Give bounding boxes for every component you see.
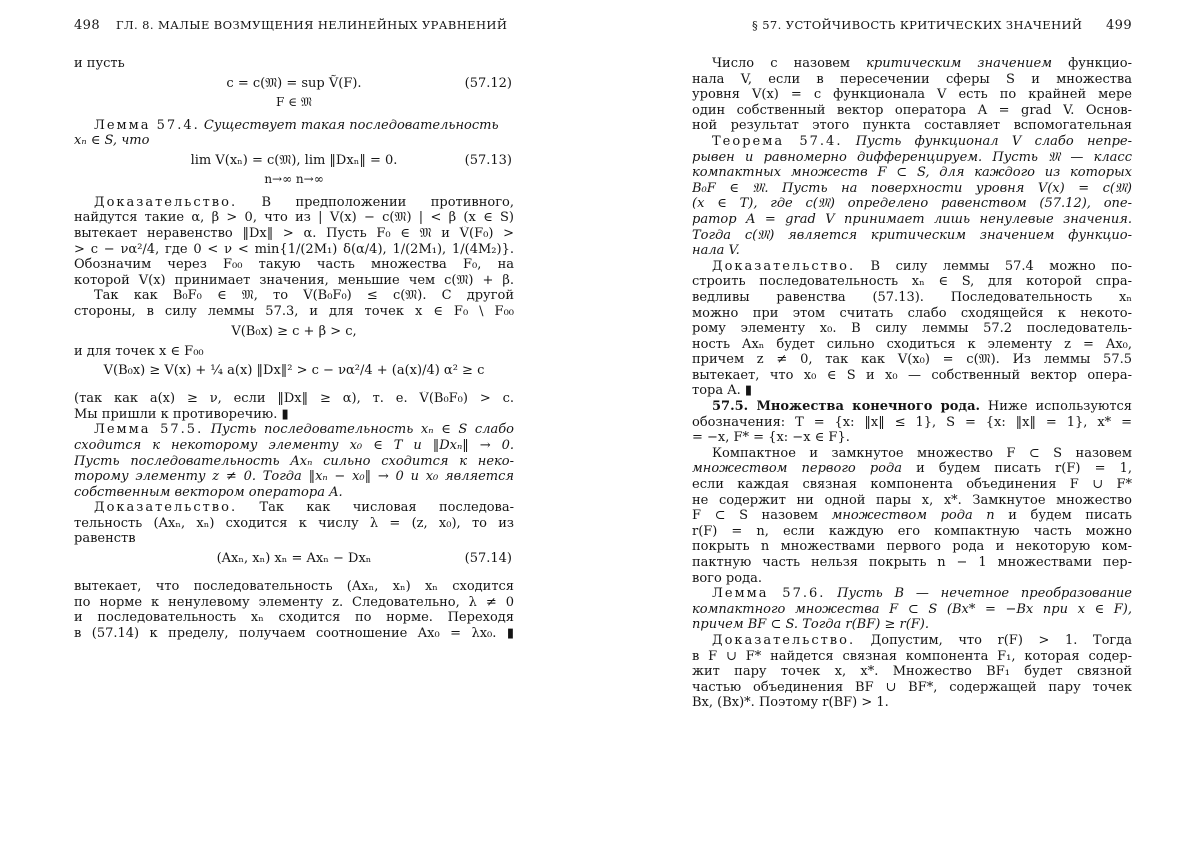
text-line xyxy=(74,422,514,438)
text-line xyxy=(692,649,1132,665)
equation-number: (57.14) xyxy=(464,551,512,567)
text-line xyxy=(692,493,1132,509)
text-line xyxy=(692,430,1132,446)
text-run: Лемма 57.4. xyxy=(94,117,200,133)
right-page-header xyxy=(692,18,1132,40)
text-line xyxy=(692,274,1132,290)
line-text: Обозначим через F₀₀ такую часть множества F₀, на xyxy=(74,257,514,273)
text-run: и будем писать xyxy=(994,508,1132,524)
text-line xyxy=(692,508,1132,524)
text-run: Теорема 57.4. xyxy=(712,133,843,149)
text-run: Так как числовая последова- xyxy=(237,500,514,516)
line-text: тора A. ▮ xyxy=(692,383,753,399)
text-run: критическим значением xyxy=(866,56,1053,71)
line-text: жит пару точек x, x*. Множество BF₁ будет связной xyxy=(692,664,1132,680)
left-page-header xyxy=(74,18,514,40)
left-page xyxy=(74,0,514,848)
line-text: можно при этом считать слабо сходящейся к некото- xyxy=(692,305,1132,321)
text-line xyxy=(74,407,514,423)
text-run: Лемма 57.5. xyxy=(94,422,204,438)
equation-body: V(B₀x) ≥ c + β > c, xyxy=(231,323,357,339)
right-page-body xyxy=(692,56,1132,711)
text-line xyxy=(74,133,514,149)
right-page-number: 499 xyxy=(1105,18,1132,33)
text-line xyxy=(74,226,514,242)
line-text: частью объединения BF ∪ BF*, содержащей пару точек xyxy=(692,679,1132,695)
text-line xyxy=(692,212,1132,228)
text-run: множеством первого рода xyxy=(692,461,902,477)
line-text: вытекает неравенство ‖Dx‖ > α. Пусть F₀ ∈ 𝔐 и Ṽ(F₀) > xyxy=(74,225,514,241)
text-line xyxy=(692,337,1132,353)
line-text: и для точек x ∈ F₀₀ xyxy=(74,343,204,359)
text-line xyxy=(692,477,1132,493)
left-running-title: ГЛ. 8. МАЛЫЕ ВОЗМУЩЕНИЯ НЕЛИНЕЙНЫХ УРАВНЕНИЙ xyxy=(116,18,508,32)
line-text: собственным вектором оператора A. xyxy=(74,484,343,500)
text-line xyxy=(692,399,1132,415)
line-text: в F ∪ F* найдется связная компонента F₁, которая содер- xyxy=(692,648,1132,664)
line-text: не содержит ни одной пары x, x*. Замкнутое множество xyxy=(692,492,1132,508)
text-line xyxy=(692,446,1132,462)
line-text: Так как B₀F₀ ∈ 𝔐, то Ṽ(B₀F₀) ≤ c(𝔐). С другой xyxy=(94,288,514,304)
line-text: (так как a(x) ≥ ν, если ‖Dx‖ ≥ α), т. е. Ṽ(B₀F₀) > c. xyxy=(74,391,514,407)
text-line xyxy=(692,306,1132,322)
text-line xyxy=(692,56,1132,72)
text-line xyxy=(74,610,514,626)
text-line xyxy=(692,415,1132,431)
text-run: Лемма 57.6. xyxy=(712,586,826,602)
line-text: Пусть последовательность Axₙ сильно сходится к неко- xyxy=(74,453,514,469)
text-line xyxy=(692,228,1132,244)
equation-subscript xyxy=(74,96,514,110)
vertical-gap xyxy=(74,571,514,579)
equation-body: V(B₀x) ≥ V(x) + ¼ a(x) ‖Dx‖² > c − να²/4 + (a(x)/4) α² ≥ c xyxy=(103,363,485,379)
line-text: равенств xyxy=(74,531,136,547)
text-line xyxy=(74,344,514,360)
text-line xyxy=(74,454,514,470)
line-text: уровня V(x) = c функционала V есть по крайней мере xyxy=(692,87,1132,103)
text-line xyxy=(692,383,1132,399)
text-line xyxy=(692,695,1132,711)
line-text: вого рода. xyxy=(692,570,762,586)
text-line xyxy=(692,602,1132,618)
text-line xyxy=(692,290,1132,306)
text-line xyxy=(74,257,514,273)
line-text: r(F) = n, если каждую его компактную часть можно xyxy=(692,523,1132,539)
line-text: ной результат этого пункта составляет вспомогательная xyxy=(692,118,1132,134)
equation-subscript xyxy=(74,173,514,187)
text-line xyxy=(74,118,514,134)
text-line xyxy=(692,259,1132,275)
text-line xyxy=(74,579,514,595)
right-page xyxy=(692,0,1132,848)
line-text: Мы пришли к противоречию. ▮ xyxy=(74,406,289,422)
text-line xyxy=(74,626,514,642)
vertical-gap xyxy=(74,383,514,391)
line-text: B₀F ∈ 𝔐. Пусть на поверхности уровня V(x) = c(𝔐) xyxy=(692,180,1132,196)
text-run: Допустим, что r(F) > 1. Тогда xyxy=(855,632,1132,648)
text-line xyxy=(74,531,514,547)
line-text: вытекает, что x₀ ∈ S и x₀ — собственный вектор опера- xyxy=(692,367,1132,383)
line-text: тельность (Axₙ, xₙ) сходится к числу λ = (z, x₀), то из xyxy=(74,515,514,531)
display-equation xyxy=(74,359,514,383)
text-line xyxy=(74,595,514,611)
line-text: (x ∈ T), где c(𝔐) определено равенством (57.12), опе- xyxy=(692,196,1132,212)
text-run: Существует такая последовательность xyxy=(199,117,499,133)
text-line xyxy=(74,469,514,485)
text-line xyxy=(692,586,1132,602)
line-text: xₙ ∈ S, что xyxy=(74,133,150,149)
text-run: Доказательство. xyxy=(712,632,856,648)
text-line xyxy=(692,103,1132,119)
line-text: обозначения: T = {x: ‖x‖ ≤ 1}, S = {x: ‖x‖ = 1}, x* = xyxy=(692,414,1132,430)
text-line xyxy=(74,516,514,532)
text-line xyxy=(692,555,1132,571)
line-text: нала V. xyxy=(692,243,740,259)
line-text: > c − να²/4, где 0 < ν < min{1/(2M₁) δ(α/4), 1/(2M₁), 1/(4M₂)}. xyxy=(74,241,514,257)
text-run: F ⊂ S назовем xyxy=(692,508,832,524)
line-text: вытекает, что последовательность (Axₙ, xₙ) xₙ сходится xyxy=(74,579,514,595)
line-text: = −x, F* = {x: −x ∈ F}. xyxy=(692,430,850,446)
line-text: сходится к некоторому элементу x₀ ∈ T и ‖Dxₙ‖ → 0. xyxy=(74,437,514,453)
text-line xyxy=(692,243,1132,259)
right-running-title: § 57. УСТОЙЧИВОСТЬ КРИТИЧЕСКИХ ЗНАЧЕНИЙ xyxy=(752,18,1083,32)
text-line xyxy=(74,56,514,72)
line-text: компактных множеств F ⊂ S, для каждого из которых xyxy=(692,165,1132,181)
line-text: по норме к ненулевому элементу z. Следовательно, λ ≠ 0 xyxy=(74,594,514,610)
text-run: Доказательство. xyxy=(712,258,856,274)
text-run: Доказательство. xyxy=(94,500,238,516)
display-equation xyxy=(74,547,514,571)
text-line xyxy=(74,273,514,289)
text-line xyxy=(692,461,1132,477)
line-text: n→∞ n→∞ xyxy=(264,172,324,186)
text-run: множеством рода n xyxy=(831,508,995,524)
text-line xyxy=(74,391,514,407)
line-text: торому элементу z ≠ 0. Тогда ‖xₙ − x₀‖ → 0 и x₀ является xyxy=(74,469,514,485)
line-text: рому элементу x₀. В силу леммы 57.2 последователь- xyxy=(692,321,1132,337)
vertical-gap xyxy=(74,187,514,195)
line-text: компактного множества F ⊂ S (Bx* = −Bx при x ∈ F), xyxy=(692,601,1132,617)
line-text: если каждая связная компонента объединения F ∪ F* xyxy=(692,477,1132,493)
text-line xyxy=(692,539,1132,555)
equation-number: (57.12) xyxy=(464,75,512,91)
text-line xyxy=(74,210,514,226)
text-run: и будем писать r(F) = 1, xyxy=(901,461,1132,477)
text-line xyxy=(692,165,1132,181)
text-run: Доказательство. xyxy=(94,194,238,210)
text-run: В предположении противного, xyxy=(237,194,514,210)
line-text: причем BF ⊂ S. Тогда r(BF) ≥ r(F). xyxy=(692,617,929,633)
line-text: и последовательность xₙ сходится по норме. Переходя xyxy=(74,610,514,626)
text-run: функцио- xyxy=(1052,56,1132,71)
text-line xyxy=(74,288,514,304)
line-text: которой V(x) принимает значения, меньшие чем c(𝔐) + β. xyxy=(74,272,514,288)
text-run: Ниже используются xyxy=(980,399,1132,415)
text-line xyxy=(692,571,1132,587)
text-line xyxy=(74,242,514,258)
line-text: Компактное и замкнутое множество F ⊂ S назовем xyxy=(712,445,1132,461)
line-text: найдутся такие α, β > 0, что из | V(x) − c(𝔐) | < β (x ∈ S) xyxy=(74,210,514,226)
line-text: ратор A = grad V принимает лишь ненулевые значения. xyxy=(692,211,1132,227)
text-line xyxy=(692,150,1132,166)
left-page-body xyxy=(74,56,514,641)
line-text: и пусть xyxy=(74,56,125,71)
text-line xyxy=(74,485,514,501)
left-page-number: 498 xyxy=(74,18,101,33)
text-line xyxy=(692,181,1132,197)
text-line xyxy=(692,617,1132,633)
line-text: причем z ≠ 0, так как V(x₀) = c(𝔐). Из леммы 57.5 xyxy=(692,352,1132,368)
line-text: один собственный вектор оператора A = grad V. Основ- xyxy=(692,102,1132,118)
line-text: ведливы равенства (57.13). Последовательность xₙ xyxy=(692,289,1132,305)
equation-body: c = c(𝔐) = sup Ṽ(F). xyxy=(226,75,362,91)
text-line xyxy=(692,321,1132,337)
display-equation xyxy=(74,72,514,96)
text-line xyxy=(692,524,1132,540)
text-line xyxy=(692,633,1132,649)
text-line xyxy=(692,352,1132,368)
text-line xyxy=(692,368,1132,384)
text-line xyxy=(692,72,1132,88)
line-text: в (57.14) к пределу, получаем соотношение Ax₀ = λx₀. ▮ xyxy=(74,625,514,641)
text-line xyxy=(74,500,514,516)
text-run: Число c назовем xyxy=(712,56,867,71)
text-line xyxy=(692,664,1132,680)
line-text: строить последовательность xₙ ∈ S, для которой спра- xyxy=(692,274,1132,290)
line-text: покрыть n множествами первого рода и некоторую ком- xyxy=(692,539,1132,555)
line-text: пактную часть нельзя покрыть n − 1 множествами пер- xyxy=(692,555,1132,570)
line-text: нала V, если в пересечении сферы S и множества xyxy=(692,71,1132,87)
equation-body: (Axₙ, xₙ) xₙ = Axₙ − Dxₙ xyxy=(216,551,372,567)
text-line xyxy=(74,438,514,454)
display-equation xyxy=(74,320,514,344)
vertical-gap xyxy=(74,110,514,118)
line-text: ность Axₙ будет сильно сходиться к элементу z = Ax₀, xyxy=(692,336,1132,352)
line-text: F ∈ 𝔐 xyxy=(276,95,312,109)
text-run: Пусть B — нечетное преобразование xyxy=(825,586,1132,602)
display-equation xyxy=(74,149,514,173)
text-line xyxy=(74,195,514,211)
text-line xyxy=(692,134,1132,150)
line-text: стороны, в силу леммы 57.3, и для точек x ∈ F₀ \ F₀₀ xyxy=(74,303,514,319)
equation-number: (57.13) xyxy=(464,152,512,168)
text-line xyxy=(74,304,514,320)
text-run: 57.5. Множества конечного рода. xyxy=(712,399,981,415)
text-run: В силу леммы 57.4 можно по- xyxy=(855,258,1132,274)
text-line xyxy=(692,196,1132,212)
text-line xyxy=(692,118,1132,134)
text-line xyxy=(692,680,1132,696)
line-text: Bx, (Bx)*. Поэтому r(BF) > 1. xyxy=(692,695,889,711)
line-text: рывен и равномерно дифференцируем. Пусть 𝔐 — класс xyxy=(692,149,1132,165)
text-run: Пусть последовательность xₙ ∈ S слабо xyxy=(203,422,514,438)
line-text: Тогда c(𝔐) является критическим значением функцио- xyxy=(692,227,1132,243)
text-line xyxy=(692,87,1132,103)
equation-body: lim V(xₙ) = c(𝔐), lim ‖Dxₙ‖ = 0. xyxy=(190,152,398,168)
text-run: Пусть функционал V слабо непре- xyxy=(842,133,1132,149)
